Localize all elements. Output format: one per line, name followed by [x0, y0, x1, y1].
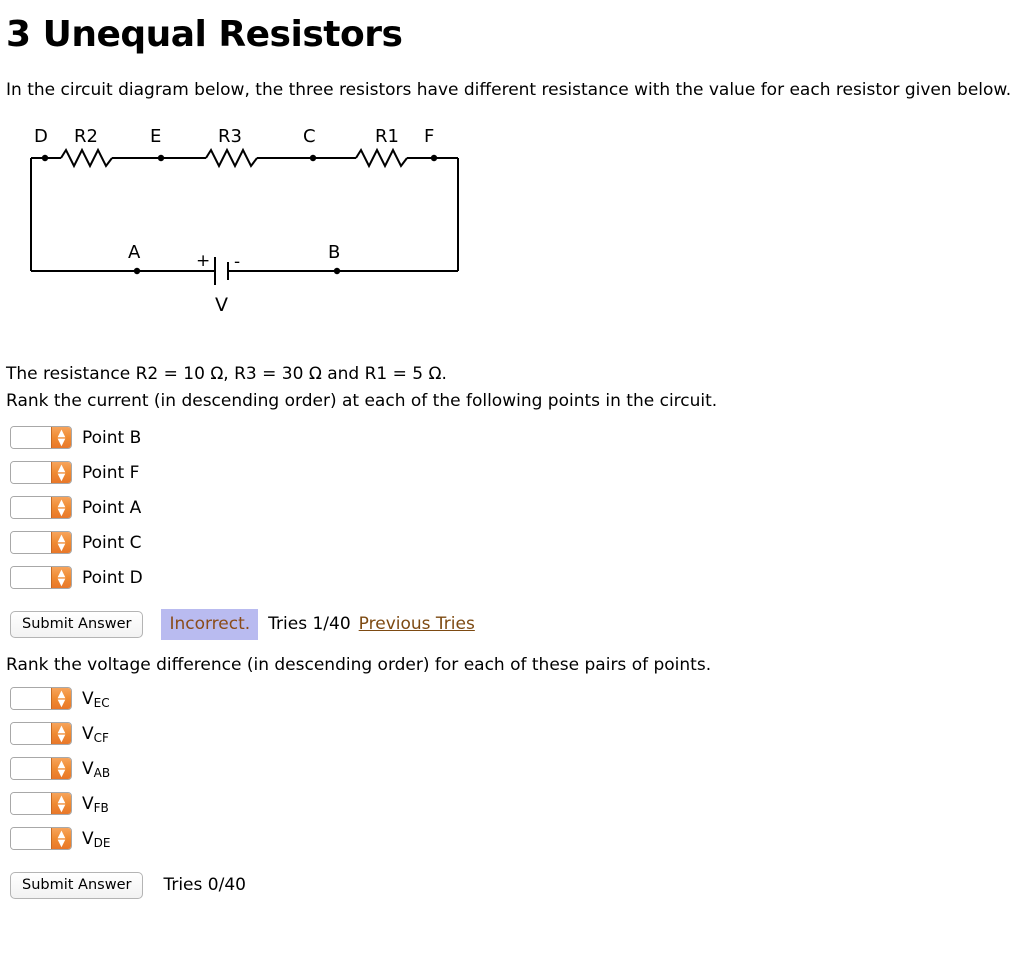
rank-select-value	[11, 723, 51, 744]
voltage-symbol: V	[82, 723, 94, 744]
chevron-updown-icon: ▲ ▼	[51, 532, 71, 553]
svg-text:V: V	[215, 294, 228, 317]
rank-select-vde[interactable]	[10, 827, 72, 850]
answer-label: Point C	[82, 532, 142, 553]
svg-text:B: B	[328, 242, 341, 264]
rank-select-value	[11, 532, 51, 553]
rank-select-point-b[interactable]	[10, 426, 72, 449]
answer-label: Point F	[82, 462, 140, 483]
resistance-values: The resistance R2 = 10 Ω, R3 = 30 Ω and R1 = 5 Ω.	[6, 364, 447, 385]
rank-select-value	[11, 758, 51, 779]
chevron-updown-icon: ▲ ▼	[51, 462, 71, 483]
voltage-symbol: V	[82, 758, 94, 779]
rank-select-vfb[interactable]	[10, 792, 72, 815]
answer-label: Point D	[82, 567, 143, 588]
chevron-updown-icon: ▲ ▼	[51, 828, 71, 849]
previous-tries-link[interactable]: Previous Tries	[358, 614, 475, 635]
rank-select-value	[11, 497, 51, 518]
page-title: 3 Unequal Resistors	[6, 14, 403, 55]
rank-select-vab[interactable]	[10, 757, 72, 780]
svg-text:F: F	[424, 126, 435, 148]
answer-label: Point B	[82, 427, 142, 448]
answer-label	[82, 759, 110, 779]
answer-label: Point A	[82, 497, 142, 518]
tries-counter-1: Tries 1/40	[268, 614, 351, 635]
rank-select-point-d[interactable]	[10, 566, 72, 589]
submit-answer-button-1[interactable]: Submit Answer	[10, 611, 143, 638]
chevron-updown-icon: ▲ ▼	[51, 497, 71, 518]
intro-text: In the circuit diagram below, the three resistors have different resistance with the value for each resistor given below.	[6, 80, 1012, 100]
voltage-subscript: CF	[93, 730, 109, 745]
svg-text:E: E	[150, 126, 162, 148]
rank-select-value	[11, 567, 51, 588]
rank-select-value	[11, 828, 51, 849]
chevron-updown-icon: ▲ ▼	[51, 567, 71, 588]
chevron-updown-icon: ▲ ▼	[51, 793, 71, 814]
svg-text:R2: R2	[74, 126, 98, 148]
voltage-symbol: V	[82, 793, 94, 814]
chevron-updown-icon: ▲ ▼	[51, 758, 71, 779]
rank-select-point-c[interactable]	[10, 531, 72, 554]
rank-select-point-a[interactable]	[10, 496, 72, 519]
rank-select-point-f[interactable]	[10, 461, 72, 484]
rank-select-value	[11, 688, 51, 709]
answer-row	[6, 525, 1018, 560]
rank-select-value	[11, 427, 51, 448]
svg-text:R3: R3	[218, 126, 242, 148]
svg-text:D: D	[34, 126, 48, 148]
rank-select-value	[11, 462, 51, 483]
rank-select-vcf[interactable]	[10, 722, 72, 745]
status-badge-incorrect: Incorrect.	[161, 609, 258, 640]
svg-text:+: +	[196, 251, 211, 272]
answer-row	[6, 420, 1018, 455]
rank-select-vec[interactable]	[10, 687, 72, 710]
voltage-subscript: EC	[93, 695, 110, 710]
voltage-symbol: V	[82, 688, 94, 709]
svg-text:R1: R1	[375, 126, 399, 148]
answer-label	[82, 724, 109, 744]
circuit-diagram	[6, 125, 1018, 355]
answer-row	[6, 786, 1018, 821]
question2-prompt: Rank the voltage difference (in descending order) for each of these pairs of points.	[6, 655, 712, 676]
question2-answers	[6, 681, 1018, 856]
chevron-updown-icon: ▲ ▼	[51, 688, 71, 709]
question1-submit-row	[10, 609, 1018, 639]
voltage-symbol: V	[82, 828, 94, 849]
answer-label	[82, 829, 110, 849]
answer-row	[6, 751, 1018, 786]
answer-row	[6, 455, 1018, 490]
chevron-updown-icon: ▲ ▼	[51, 723, 71, 744]
rank-select-value	[11, 793, 51, 814]
voltage-subscript: AB	[93, 765, 111, 780]
answer-row	[6, 716, 1018, 751]
question1-prompt: Rank the current (in descending order) at each of the following points in the circuit.	[6, 390, 718, 411]
answer-label	[82, 689, 110, 709]
tries-counter-2: Tries 0/40	[163, 875, 246, 896]
answer-row	[6, 560, 1018, 595]
answer-row	[6, 681, 1018, 716]
svg-text:C: C	[303, 126, 316, 148]
answer-row	[6, 490, 1018, 525]
svg-text:-: -	[234, 252, 241, 273]
svg-text:A: A	[128, 242, 141, 264]
answer-row	[6, 821, 1018, 856]
question1-answers	[6, 420, 1018, 595]
submit-answer-button-2[interactable]: Submit Answer	[10, 872, 143, 899]
voltage-subscript: FB	[93, 800, 109, 815]
voltage-subscript: DE	[93, 835, 111, 850]
chevron-updown-icon: ▲ ▼	[51, 427, 71, 448]
answer-label	[82, 794, 109, 814]
question2-submit-row	[10, 870, 1018, 900]
